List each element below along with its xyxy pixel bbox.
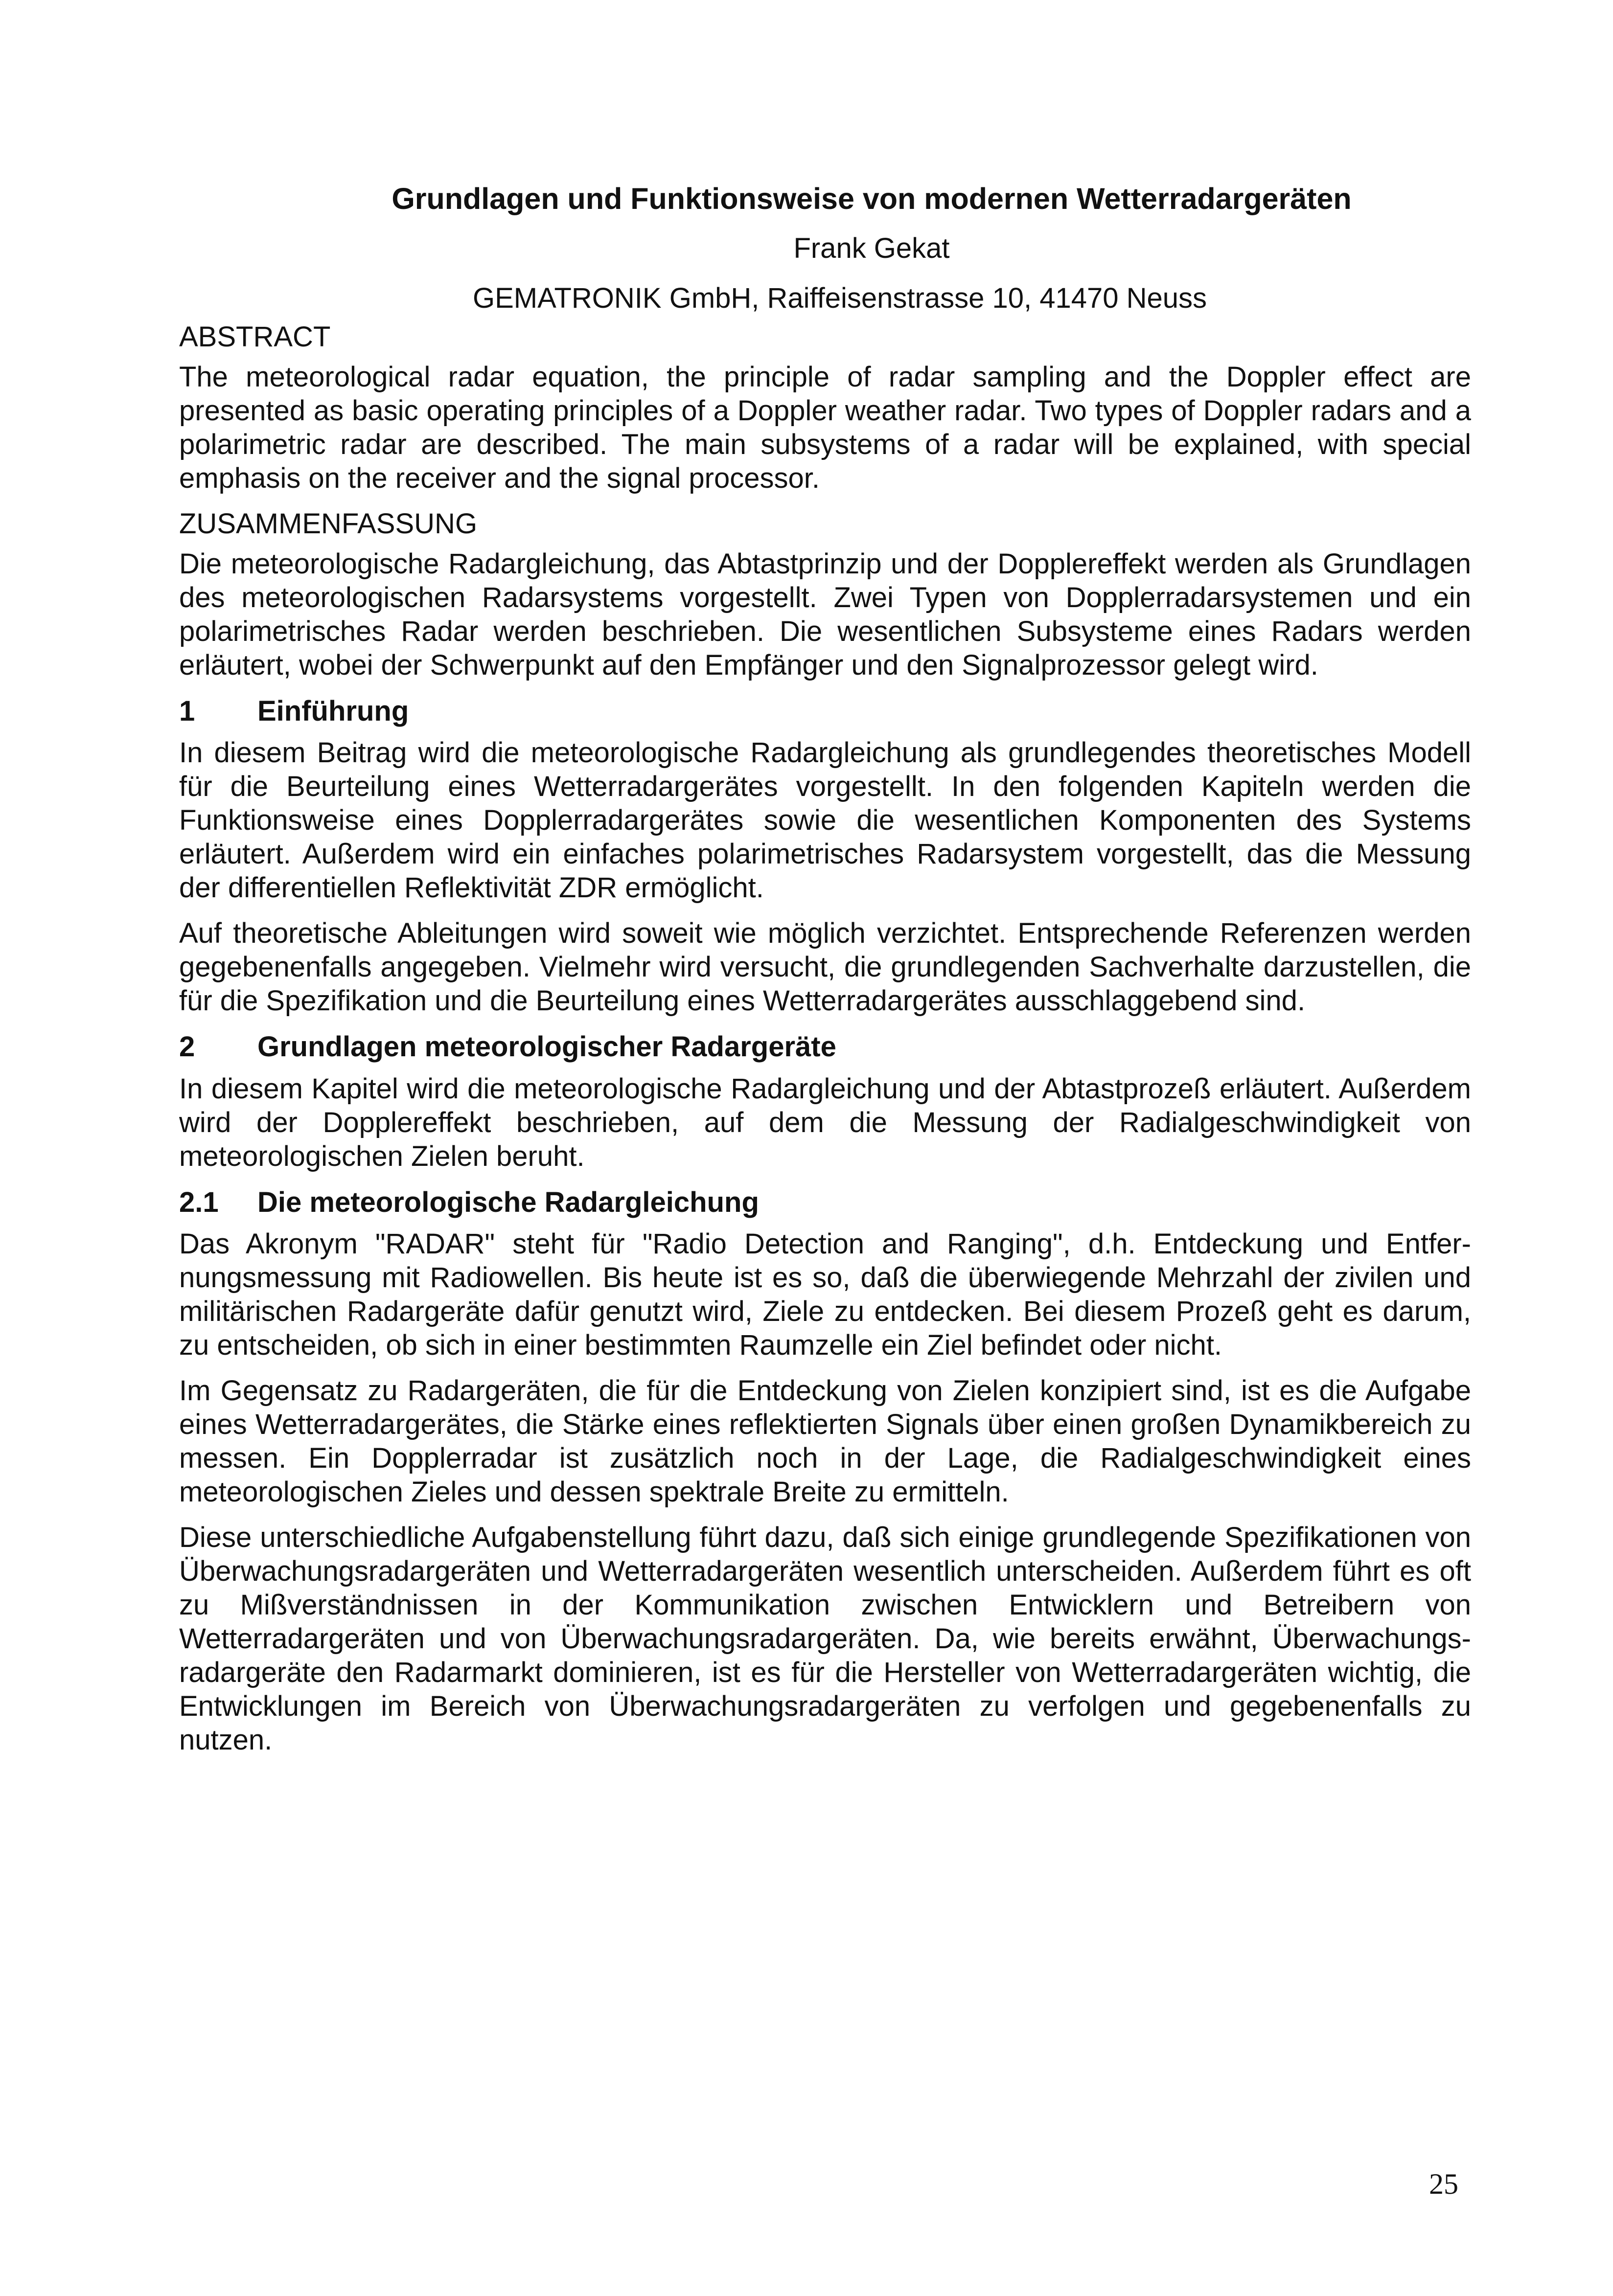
zusammenfassung-label: ZUSAMMENFASSUNG	[179, 507, 478, 540]
abstract-text: The meteorological radar equation, the principle of radar sampling and the Doppler effect are presented as basic operating principles of a Doppler weather radar. Two types of Doppler radars and a polarimetric radar are described. The main subsystems of a radar will be explained, with special emphasis on the receiver and the signal processor.	[179, 361, 1471, 494]
document-page	[179, 181, 1471, 1769]
author-affiliation: GEMATRONIK GmbH, Raiffeisenstrasse 10, 41470 Neuss	[473, 282, 1207, 314]
paragraph: In diesem Kapitel wird die meteorologische Radargleichung und der Abtastprozeß erläutert. Außerdem wird der Dopplereffekt beschrieben, auf dem die Messung der Radialgeschwindigkeit von meteorologischen Zielen beruht.	[179, 1072, 1471, 1172]
paragraph: Auf theoretische Ableitungen wird soweit wie möglich verzichtet. Entsprechende Referenzen werden gegebenenfalls angegeben. Vielmehr wird versucht, die grundlegenden Sachverhalte darzustellen, die für die Spezifikation und die Beurteilung eines Wetterradargerätes ausschlaggebend sind.	[179, 917, 1471, 1017]
paragraph: Im Gegensatz zu Radargeräten, die für die Entdeckung von Zielen konzipiert sind, ist es die Aufgabe eines Wetterradargerätes, die Stärke eines reflektierten Signals über einen großen Dynamikbereich zu messen. Ein Dopplerradar ist zusätzlich noch in der Lage, die Radialgeschwindigkeit eines meteorologischen Zieles und dessen spektrale Breite zu ermitteln.	[179, 1375, 1471, 1508]
abstract-label: ABSTRACT	[179, 321, 331, 353]
section-number: 1	[179, 695, 195, 727]
paragraph: Diese unterschiedliche Aufgabenstellung führt dazu, daß sich einige grundlegende Spezifikationen von Überwachungsradargeräten und Wetterradargeräten wesentlich unterscheiden. Außerdem führt es oft zu Mißverständnissen in der Kommunikation zwischen Entwicklern und Betreibern von Wetterradargeräten und von Überwachungsradargeräten. Da, wie bereits erwähnt, Überwachungsradargeräte den Radarmarkt dominieren, ist es für die Hersteller von Wetterradargeräten wichtig, die Entwicklungen im Bereich von Überwachungsradargeräten zu verfolgen und gegebenenfalls zu nutzen.	[179, 1522, 1471, 1756]
section-heading	[179, 694, 1471, 729]
section-title: Grundlagen meteorologischer Radargeräte	[257, 1031, 836, 1063]
paragraph: In diesem Beitrag wird die meteorologische Radargleichung als grundlegendes theoretisches Modell für die Beurteilung eines Wetterradargerätes vorgestellt. In den folgenden Kapiteln werden die Funktionsweise eines Dopplerradargerätes sowie die wesentlichen Komponenten des Systems erläutert. Außerdem wird ein einfaches polarimetrisches Radarsystem vorgestellt, das die Messung der differentiellen Reflektivität ZDR ermöglicht.	[179, 737, 1471, 904]
page-number: 25	[1429, 2168, 1458, 2200]
author-name: Frank Gekat	[793, 232, 950, 265]
section-heading	[179, 1029, 1471, 1065]
section-number: 2	[179, 1031, 195, 1063]
section-title: Die meteorologische Radargleichung	[257, 1186, 759, 1218]
paragraph: Das Akronym "RADAR" steht für "Radio Detection and Ranging", d.h. Entdeckung und Entfernungsmessung mit Radiowellen. Bis heute ist es so, daß die überwiegende Mehrzahl der zivilen und militärischen Radargeräte dafür genutzt wird, Ziele zu entdecken. Bei diesem Prozeß geht es darum, zu entscheiden, ob sich in einer bestimmten Raumzelle ein Ziel befindet oder nicht.	[179, 1228, 1471, 1362]
paper-title: Grundlagen und Funktionsweise von modernen Wetterradargeräten	[392, 182, 1352, 215]
subsection-heading	[179, 1185, 1471, 1221]
zusammenfassung-text: Die meteorologische Radargleichung, das Abtastprinzip und der Dopplereffekt werden als Grundlagen des meteorologischen Radarsystems vorgestellt. Zwei Typen von Dopplerradarsystemen und ein polarimetrisches Radar werden beschrieben. Die wesentlichen Subsysteme eines Radars werden erläutert, wobei der Schwerpunkt auf den Empfänger und den Signalprozessor gelegt wird.	[179, 547, 1471, 681]
section-number: 2.1	[179, 1186, 219, 1218]
section-title: Einführung	[257, 695, 409, 727]
